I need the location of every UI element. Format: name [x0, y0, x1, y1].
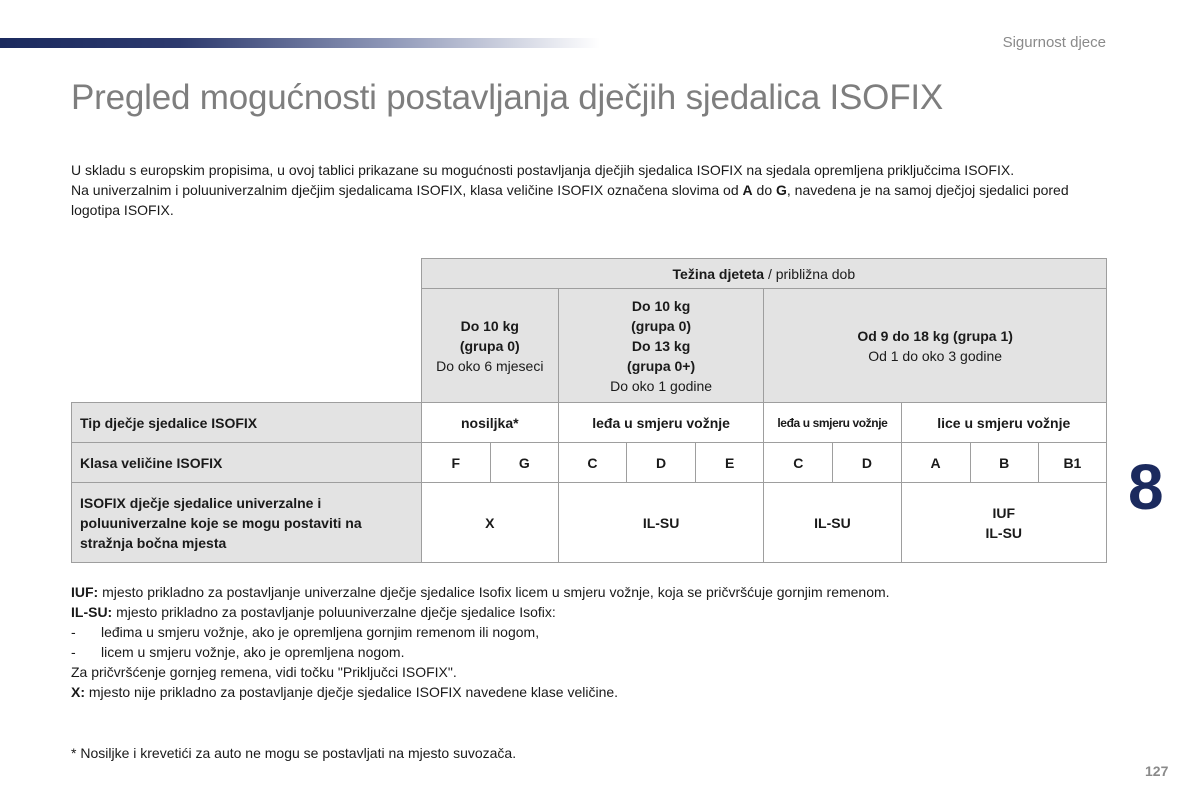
note-x-text: mjesto nije prikladno za postavljanje dječje sjedalice ISOFIX navedene klase veličine.: [85, 684, 619, 700]
intro-p2-do: do: [752, 182, 776, 198]
intro-letter-a: A: [742, 182, 753, 198]
legend-notes: [71, 582, 1131, 702]
blank-cell: [72, 259, 422, 403]
group-0-label: (grupa 0): [459, 337, 520, 354]
isofix-cell-carrycot: X: [421, 483, 558, 563]
intro-p2-a: Na univerzalnim i poluuniverzalnim dječjim sjedalicama ISOFIX, klasa veličine ISOFIX označena slovima od: [71, 182, 743, 198]
class-cell: B1: [1038, 443, 1106, 483]
intro-letter-g: G: [776, 182, 787, 198]
list-item: [71, 622, 1131, 642]
list-item: [71, 642, 1131, 662]
group-0plus-weight-1: Do 10 kg: [631, 297, 691, 314]
footnote: * Nosiljke i krevetići za auto ne mogu se postavljati na mjesto suvozača.: [71, 745, 517, 761]
class-cell: F: [421, 443, 490, 483]
intro-text: [71, 160, 1111, 220]
class-cell: C: [764, 443, 833, 483]
group-1-weight: Od 9 do 18 kg (grupa 1): [857, 327, 1013, 344]
type-cell-rear-facing-2: [764, 403, 901, 443]
group-0plus-label-2: (grupa 0+): [627, 357, 696, 374]
type-cell-forward-facing: lice u smjeru vožnje: [901, 403, 1106, 443]
note-ilsu-text: mjesto prikladno za postavljanje poluuniverzalne dječje sjedalice Isofix:: [112, 604, 556, 620]
note-x: [71, 682, 1131, 702]
weight-header-bold: Težina djeteta: [672, 265, 765, 282]
table-header-row: [72, 259, 1107, 289]
group-0-age: Do oko 6 mjeseci: [436, 357, 544, 374]
weight-header: [421, 259, 1106, 289]
list-item-text: leđima u smjeru vožnje, ako je opremljena gornjim remenom ili nogom,: [101, 624, 540, 640]
weight-header-rest: / približna dob: [764, 265, 856, 282]
class-cell: E: [696, 443, 764, 483]
note-iuf: [71, 582, 1131, 602]
intro-p2-b: , navedena je na samoj dječjoj sjedalici pored logotipa ISOFIX.: [71, 182, 1069, 218]
page-title: Pregled mogućnosti postavljanja dječjih sjedalica ISOFIX: [71, 78, 944, 117]
group-0plus-label-1: (grupa 0): [631, 317, 692, 334]
isofix-ilsu: IL-SU: [985, 524, 1023, 541]
note-anchor: Za pričvršćenje gornjeg remena, vidi točku "Priključci ISOFIX".: [71, 664, 457, 680]
type-row-label: Tip dječje sjedalice ISOFIX: [72, 403, 422, 443]
bullet-dash: -: [71, 624, 76, 640]
note-x-key: X:: [71, 684, 85, 700]
table-row: [72, 483, 1107, 563]
class-cell: A: [901, 443, 970, 483]
type-cell-rear-facing-2-text: leđa u smjeru vožnje: [777, 416, 888, 430]
isofix-cell-rear-facing: IL-SU: [558, 483, 763, 563]
bullet-dash: -: [71, 644, 76, 660]
note-iuf-key: IUF:: [71, 584, 99, 600]
isofix-row-label: ISOFIX dječje sjedalice univerzalne i poluuniverzalne koje se mogu postaviti na stražnja bočna mjesta: [72, 483, 422, 563]
intro-paragraph-2: [71, 180, 1111, 220]
isofix-cell-rear-facing-2: IL-SU: [764, 483, 901, 563]
class-row-label: Klasa veličine ISOFIX: [72, 443, 422, 483]
type-cell-carrycot: nosiljka*: [421, 403, 558, 443]
class-cell: D: [627, 443, 696, 483]
group-0-weight: Do 10 kg: [460, 317, 519, 334]
note-ilsu-key: IL-SU:: [71, 604, 113, 620]
isofix-table: [71, 258, 1107, 563]
note-ilsu: [71, 602, 1131, 622]
class-cell: C: [558, 443, 626, 483]
group-0plus-cell: [558, 289, 763, 403]
chapter-number: 8: [1128, 451, 1164, 523]
table-row: [72, 403, 1107, 443]
class-cell: D: [833, 443, 901, 483]
isofix-cell-forward-facing: [901, 483, 1106, 563]
isofix-iuf: IUF: [992, 504, 1016, 521]
group-0plus-age: Do oko 1 godine: [610, 377, 713, 394]
group-1-cell: [764, 289, 1107, 403]
type-cell-rear-facing: leđa u smjeru vožnje: [558, 403, 763, 443]
group-1-age: Od 1 do oko 3 godine: [868, 347, 1003, 364]
list-item-text: licem u smjeru vožnje, ako je opremljena nogom.: [101, 644, 405, 660]
class-cell: B: [970, 443, 1038, 483]
note-iuf-text: mjesto prikladno za postavljanje univerzalne dječje sjedalice Isofix licem u smjeru vožnje, koja se pričvršćuje gornjim remenom.: [98, 584, 890, 600]
table-row: [72, 443, 1107, 483]
intro-paragraph-1: U skladu s europskim propisima, u ovoj tablici prikazane su mogućnosti postavljanja dječjih sjedalica ISOFIX na sjedala opremljena priključcima ISOFIX.: [71, 162, 1015, 178]
group-0plus-weight-2: Do 13 kg: [631, 337, 691, 354]
header-gradient-bar: [0, 38, 600, 48]
section-title: Sigurnost djece: [1002, 34, 1106, 51]
group-0-cell: [421, 289, 558, 403]
page-number: 127: [1145, 763, 1169, 779]
class-cell: G: [490, 443, 558, 483]
